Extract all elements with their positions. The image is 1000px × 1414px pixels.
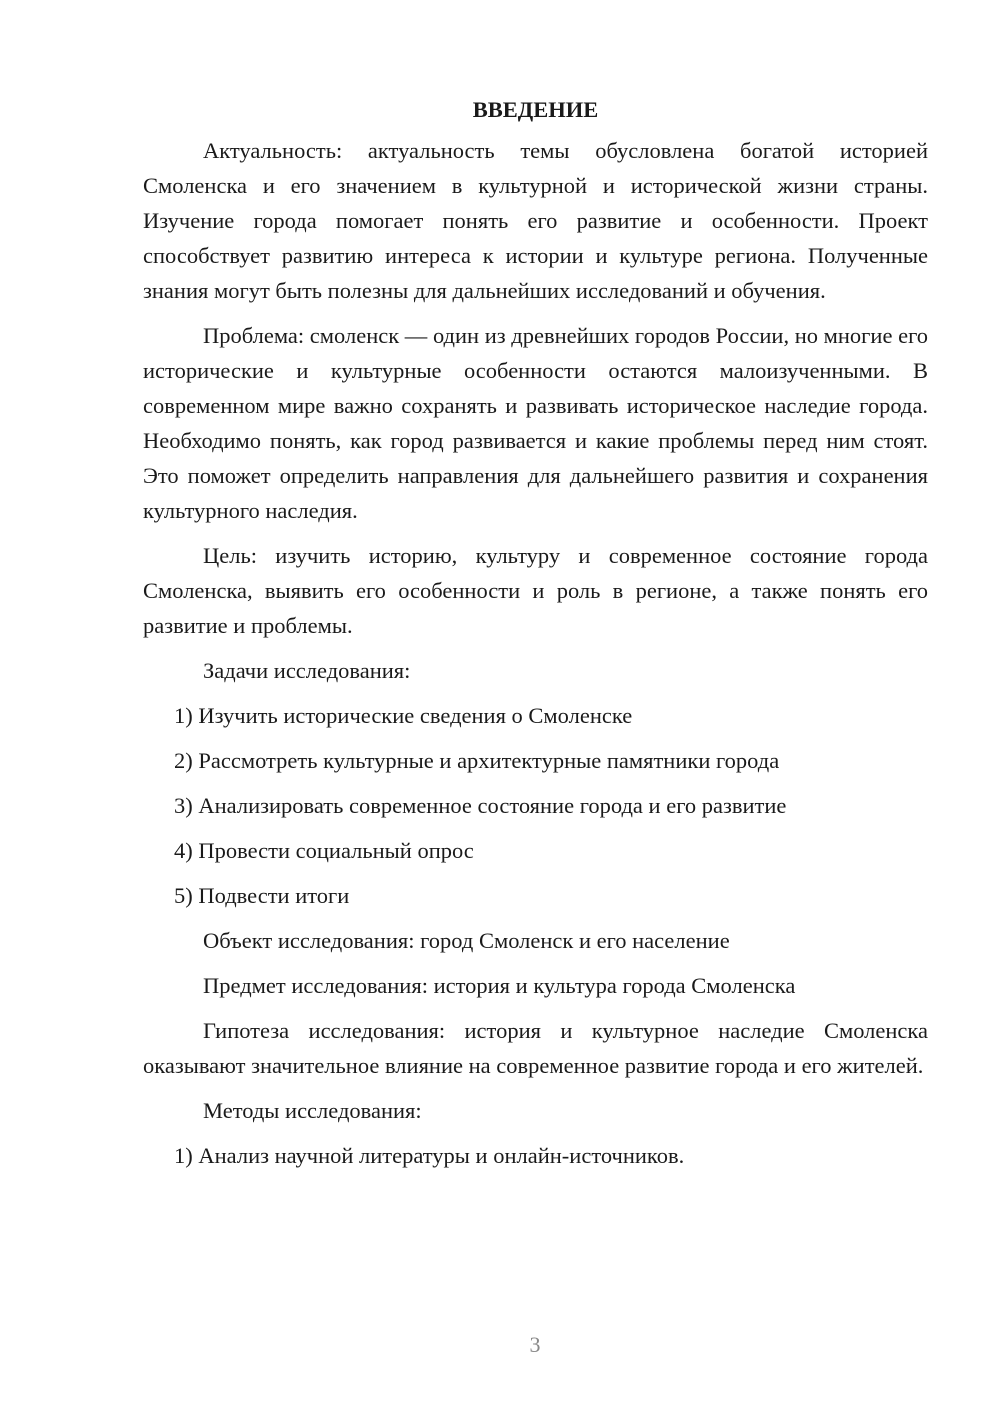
tasks-label: Задачи исследования: [203,658,411,683]
methods-label: Методы исследования: [203,1098,422,1123]
task-item: 2) Рассмотреть культурные и архитектурные памятники города [174,748,780,773]
task-item: 1) Изучить исторические сведения о Смоленске [174,703,633,728]
research-subject: Предмет исследования: история и культура города Смоленска [203,973,796,998]
method-item: 1) Анализ научной литературы и онлайн-источников. [174,1143,685,1168]
page-number: 3 [529,1332,541,1357]
task-item: 4) Провести социальный опрос [174,838,474,863]
research-object: Объект исследования: город Смоленск и его население [203,928,730,953]
task-item: 3) Анализировать современное состояние города и его развитие [174,793,787,818]
goal-paragraph: Цель: изучить историю, культуру и современное состояние города Смоленска, выявить его особенности и роль в регионе, а также понять его развитие и проблемы. [143,543,928,638]
hypothesis-paragraph: Гипотеза исследования: история и культурное наследие Смоленска оказывают значительное влияние на современное развитие города и его жителей. [143,1018,928,1078]
task-item: 5) Подвести итоги [174,883,350,908]
section-title: ВВЕДЕНИЕ [472,97,599,122]
document-page [143,92,928,1183]
problem-paragraph: Проблема: смоленск — один из древнейших городов России, но многие его исторические и культурные особенности остаются малоизученными. В современном мире важно сохранять и развивать историческое наследие города. Необходимо понять, как город развивается и какие проблемы перед ним стоят. Это поможет определить направления для дальнейшего развития и сохранения культурного наследия. [143,323,928,523]
relevance-paragraph: Актуальность: актуальность темы обусловлена богатой историей Смоленска и его значением в культурной и исторической жизни страны. Изучение города помогает понять его развитие и особенности. Проект способствует развитию интереса к истории и культуре региона. Полученные знания могут быть полезны для дальнейших исследований и обучения. [143,138,928,303]
